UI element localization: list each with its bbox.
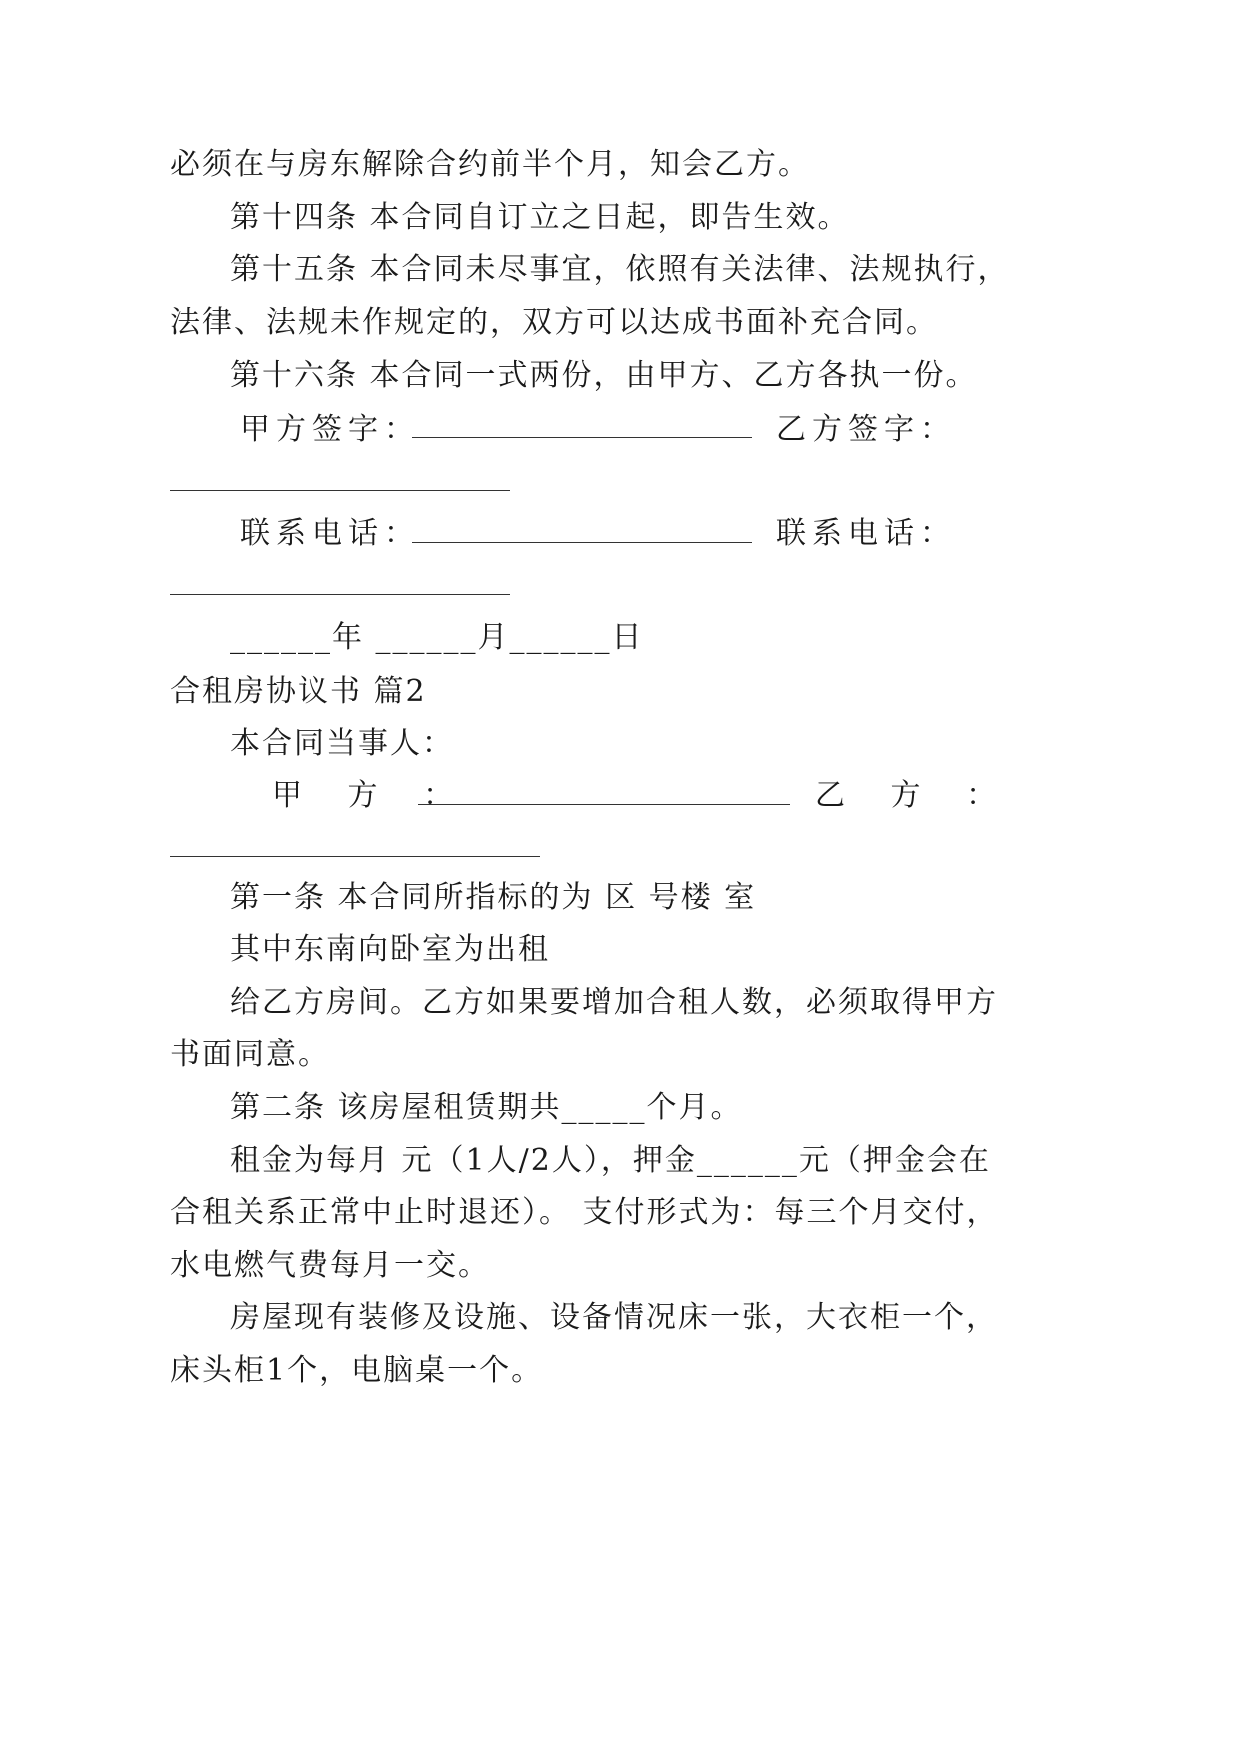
party-b-line bbox=[170, 856, 540, 857]
party-a-phone-label: 联系电话： bbox=[240, 516, 420, 551]
party-b-phone-label: 联系电话： bbox=[776, 516, 956, 551]
party-a-phone-line bbox=[412, 542, 752, 543]
party-a-signature-line bbox=[412, 437, 752, 438]
party-a-signature-label: 甲方签字： bbox=[240, 412, 420, 447]
party-b-signature-line bbox=[170, 490, 510, 491]
paragraph-line: 给乙方房间。乙方如果要增加合租人数，必须取得甲方 bbox=[230, 985, 998, 1020]
article-1: 第一条 本合同所指标的为 区 号楼 室 bbox=[230, 880, 757, 915]
party-a-line bbox=[418, 804, 790, 805]
paragraph-line: 必须在与房东解除合约前半个月，知会乙方。 bbox=[170, 147, 810, 182]
party-b-label: 乙 方 ： bbox=[815, 778, 1015, 813]
article-15: 第十五条 本合同未尽事宜，依照有关法律、法规执行， bbox=[230, 252, 1010, 287]
paragraph-line: 水电燃气费每月一交。 bbox=[170, 1248, 490, 1283]
article-2: 第二条 该房屋租赁期共_____个月。 bbox=[230, 1090, 743, 1125]
paragraph-line: 床头柜1个，电脑桌一个。 bbox=[170, 1353, 544, 1388]
parties-heading: 本合同当事人： bbox=[230, 726, 454, 761]
paragraph-line: 法律、法规未作规定的，双方可以达成书面补充合同。 bbox=[170, 305, 938, 340]
party-b-phone-line bbox=[170, 594, 510, 595]
section-title: 合租房协议书 篇2 bbox=[170, 674, 427, 709]
paragraph-line: 书面同意。 bbox=[170, 1037, 330, 1072]
paragraph-line: 其中东南向卧室为出租 bbox=[230, 932, 550, 967]
paragraph-line: 房屋现有装修及设施、设备情况床一张，大衣柜一个， bbox=[230, 1300, 998, 1335]
date-line: ______年 ______月______日 bbox=[230, 620, 644, 655]
party-a-label: 甲 方 ： bbox=[272, 778, 472, 813]
article-16: 第十六条 本合同一式两份，由甲方、乙方各执一份。 bbox=[230, 358, 978, 393]
paragraph-line: 租金为每月 元（1人/2人），押金______元（押金会在 bbox=[230, 1143, 991, 1178]
paragraph-line: 合租关系正常中止时退还）。 支付形式为：每三个月交付， bbox=[170, 1195, 999, 1230]
party-b-signature-label: 乙方签字： bbox=[776, 412, 956, 447]
article-14: 第十四条 本合同自订立之日起，即告生效。 bbox=[230, 200, 850, 235]
